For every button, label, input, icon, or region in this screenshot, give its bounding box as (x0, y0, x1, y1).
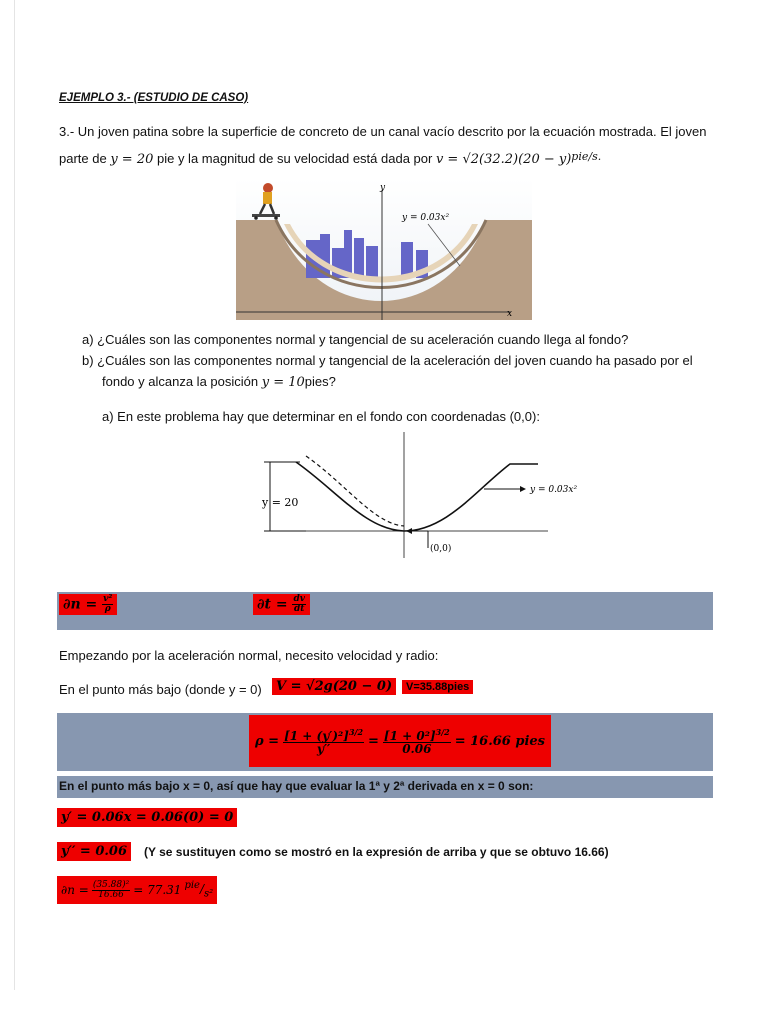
tangential-accel-formula: ∂t = $\frac{dv}{dt}$ (253, 594, 310, 615)
question-b-line-1: b) ¿Cuáles son las componentes normal y tangencial de la aceleración del joven cuando ha pasado por el (82, 353, 693, 368)
fig1-curve-label: y = 0.03x² (402, 213, 450, 223)
velocity-equation: v = √2(32.2)(20 − y) (435, 152, 572, 167)
canal-illustration (236, 178, 532, 320)
curve-diagram (256, 430, 588, 560)
example-title: EJEMPLO 3.- (ESTUDIO DE CASO) (59, 92, 249, 104)
velocity-result: V=35.88pies (402, 680, 473, 694)
fig1-y-axis-label: y (380, 183, 386, 193)
solution-a-text: a) En este problema hay que determinar en el fondo con coordenadas (0,0): (102, 409, 540, 424)
first-derivative: y′ = 0.06x = 0.06(0) = 0 (57, 808, 237, 827)
normal-accel-formula: ∂n = $\frac{\text{v²}}{\rho}$ (59, 594, 117, 615)
height-label: y = 20 (262, 496, 299, 509)
problem-line-1: 3.- Un joven patina sobre la superficie de concreto de un canal vacío descrito por la ecuación mostrada. El joven (59, 124, 707, 139)
question-b-prefix: fondo y alcanza la posición (102, 374, 262, 389)
substitution-note: (Y se sustituyen como se mostró en la expresión de arriba y que se obtuvo 16.66) (144, 845, 609, 859)
question-b-eq: y = 10 (261, 375, 305, 390)
page-border (14, 0, 15, 990)
derivative-band (57, 776, 713, 798)
velocity-unit: pie/s. (571, 150, 602, 163)
formula-band-2 (57, 713, 713, 771)
origin-label: (0,0) (430, 544, 452, 554)
final-normal-accel: ∂n = $\frac{\text{(35.88)²}}{16.66}$ = 77.31 $^{pie}/_{s^2}$ (57, 876, 217, 904)
question-a: a) ¿Cuáles son las componentes normal y tangencial de su aceleración cuando llega al fondo? (82, 332, 629, 347)
problem-text: parte de (59, 151, 111, 166)
formula-band-1 (57, 592, 713, 630)
question-b-line-2 (102, 374, 336, 390)
start-height-eq: y = 20 (110, 152, 154, 167)
lowest-point-text: En el punto más bajo (donde y = 0) (59, 682, 262, 697)
velocity-formula: V = √2g(20 − 0) (272, 678, 396, 695)
question-b-suffix: pies? (304, 374, 336, 389)
derivative-text: En el punto más bajo x = 0, así que hay que evaluar la 1ª y 2ª derivada en x = 0 son: (59, 779, 534, 793)
intro-text: Empezando por la aceleración normal, necesito velocidad y radio: (59, 648, 439, 663)
radius-formula: ρ = $\frac{[1 + (y')^2]^{3/2}}{y''}$ = $\frac{[1 + 0^2]^{3/2}}{0.06}$ = 16.66 pies (249, 715, 551, 767)
fig2-curve-label: y = 0.03x² (530, 485, 578, 495)
fig1-x-axis-label: x (507, 309, 513, 319)
second-derivative: y′′ = 0.06 (57, 842, 131, 861)
problem-line-2 (59, 150, 601, 167)
problem-text-mid: pie y la magnitud de su velocidad está dada por (153, 151, 436, 166)
